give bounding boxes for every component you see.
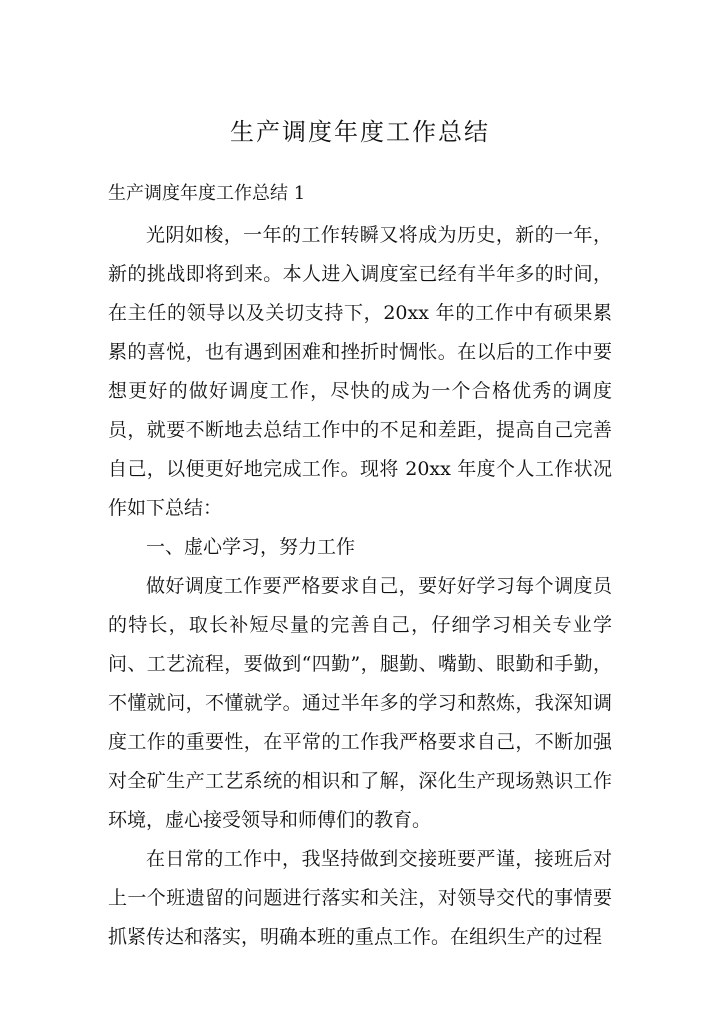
paragraph-daily-work: 在日常的工作中，我坚持做到交接班要严谨，接班后对上一个班遗留的问题进行落实和关注，对领导交代的事情要抓紧传达和落实，明确本班的重点工作。在组织生产的过程 [108, 848, 612, 948]
paragraph-study: 做好调度工作要严格要求自己，要好好学习每个调度员的特长，取长补短尽量的完善自己，仔细学习相关专业学问、工艺流程，要做到“四勤”，腿勤、嘴勤、眼勤和手勤，不懂就问，不懂就学。通过半年多的学习和熬炼，我深知调度工作的重要性，在平常的工作我严格要求自己，不断加强对全矿生产工艺系统的相识和了解，深化生产现场熟识工作环境，虚心接受领导和师傅们的教育。 [108, 575, 612, 831]
paragraph-intro: 光阴如梭，一年的工作转瞬又将成为历史，新的一年，新的挑战即将到来。本人进入调度室已经有半年多的时间，在主任的领导以及关切支持下，20xx 年的工作中有硕果累累的喜悦，也有遇到困难和挫折时惆怅。在以后的工作中要想更好的做好调度工作，尽快的成为一个合格优秀的调度员，就要不断地去总结工作中的不足和差距，提高自己完善自己，以便更好地完成工作。现将 20xx 年度个人工作状况作如下总结： [108, 224, 612, 519]
section-title: 生产调度年度工作总结 1 [108, 183, 306, 204]
document-title: 生产调度年度工作总结 [230, 118, 490, 146]
section-heading: 一、虚心学习，努力工作 [146, 536, 356, 558]
